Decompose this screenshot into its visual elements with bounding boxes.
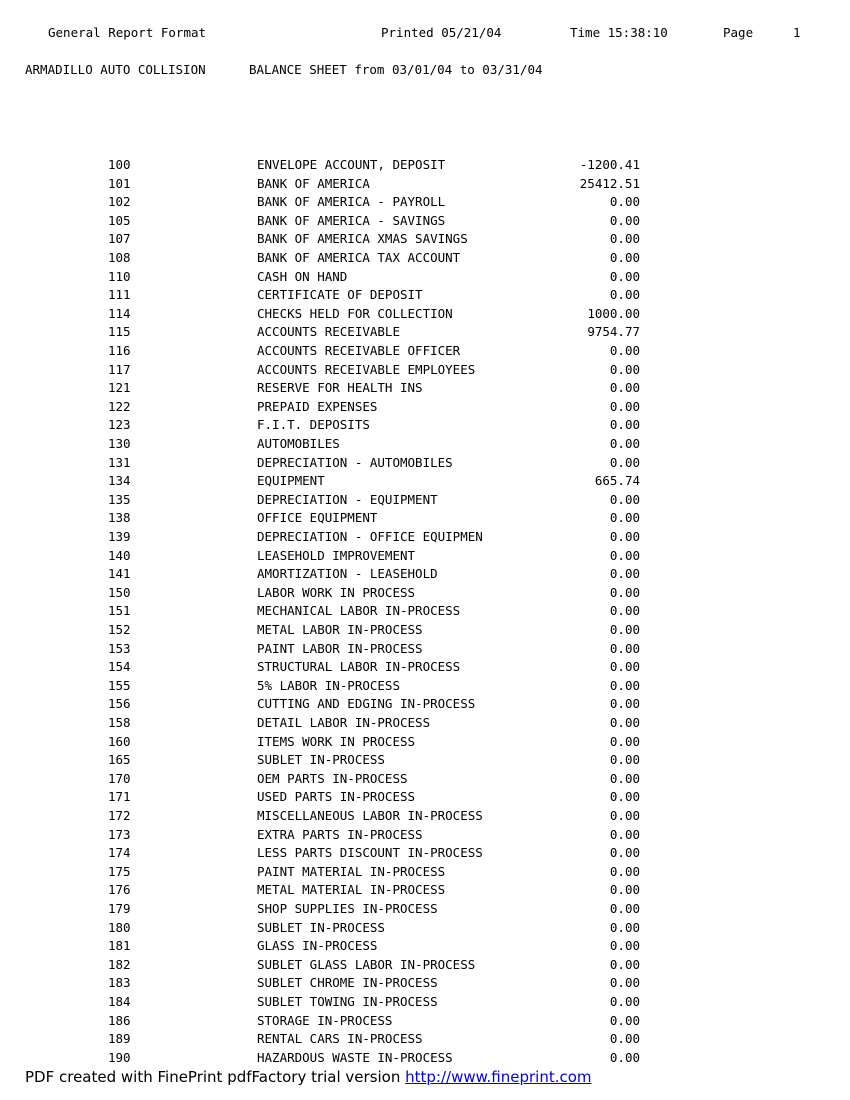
report-format-label: General Report Format xyxy=(48,25,207,40)
account-amount: 0.00 xyxy=(609,491,640,507)
account-amount: 0.00 xyxy=(609,584,640,600)
account-name: ACCOUNTS RECEIVABLE OFFICER xyxy=(257,343,461,358)
account-name: OEM PARTS IN-PROCESS xyxy=(257,770,408,786)
account-name: F.I.T. DEPOSITS xyxy=(257,417,370,433)
account-amount: 25412.51 xyxy=(579,175,640,191)
table-row xyxy=(0,157,850,176)
account-name: BANK OF AMERICA - SAVINGS xyxy=(257,212,446,228)
table-row xyxy=(0,399,850,418)
account-name: OFFICE EQUIPMENT xyxy=(257,510,378,526)
table-row xyxy=(0,287,850,306)
account-number: 189 xyxy=(108,1031,131,1047)
account-amount: 0.00 xyxy=(609,1031,640,1047)
account-number: 154 xyxy=(108,659,131,675)
account-amount: 0.00 xyxy=(609,845,640,861)
account-name: LABOR WORK IN PROCESS xyxy=(257,584,416,600)
account-name: SHOP SUPPLIES IN-PROCESS xyxy=(257,901,438,916)
table-row xyxy=(0,603,850,622)
account-name: BANK OF AMERICA - PAYROLL xyxy=(257,194,446,210)
account-number: 183 xyxy=(108,975,131,991)
account-number: 110 xyxy=(108,268,131,284)
account-name: CASH ON HAND xyxy=(257,268,348,284)
table-row xyxy=(0,901,850,920)
account-amount: 0.00 xyxy=(609,566,640,582)
account-amount: 0.00 xyxy=(609,640,640,656)
table-row xyxy=(0,213,850,232)
table-row xyxy=(0,715,850,734)
table-row xyxy=(0,510,850,529)
account-number: 131 xyxy=(108,454,131,470)
account-name: GLASS IN-PROCESS xyxy=(257,938,378,954)
table-row xyxy=(0,641,850,660)
account-number: 105 xyxy=(108,212,131,228)
account-amount: 0.00 xyxy=(609,994,640,1009)
account-number: 186 xyxy=(108,1012,131,1028)
table-row xyxy=(0,176,850,195)
report-title: BALANCE SHEET from 03/01/04 to 03/31/04 xyxy=(249,62,543,77)
account-number: 140 xyxy=(108,547,131,563)
account-number: 100 xyxy=(108,157,131,172)
table-row xyxy=(0,827,850,846)
account-name: DEPRECIATION - AUTOMOBILES xyxy=(257,454,453,470)
table-row xyxy=(0,306,850,325)
footer-text: PDF created with FinePrint pdfFactory trial version xyxy=(25,1068,406,1086)
account-number: 173 xyxy=(108,826,131,842)
account-number: 114 xyxy=(108,305,131,321)
fineprint-link[interactable]: http://www.fineprint.com xyxy=(405,1068,592,1086)
account-amount: 0.00 xyxy=(609,677,640,693)
account-amount: 0.00 xyxy=(609,380,640,396)
page-label: Page xyxy=(723,25,754,40)
account-amount: 665.74 xyxy=(594,473,640,489)
account-name: BANK OF AMERICA XMAS SAVINGS xyxy=(257,231,468,247)
table-row xyxy=(0,436,850,455)
account-amount: 0.00 xyxy=(609,659,640,675)
account-name: USED PARTS IN-PROCESS xyxy=(257,789,416,805)
account-name: STORAGE IN-PROCESS xyxy=(257,1012,393,1028)
account-amount: 0.00 xyxy=(609,770,640,786)
account-name: DEPRECIATION - OFFICE EQUIPMEN xyxy=(257,529,483,544)
account-number: 116 xyxy=(108,343,131,358)
account-number: 171 xyxy=(108,789,131,805)
table-row xyxy=(0,845,850,864)
account-number: 139 xyxy=(108,529,131,544)
account-amount: 0.00 xyxy=(609,510,640,526)
account-name: METAL MATERIAL IN-PROCESS xyxy=(257,882,446,898)
account-name: CHECKS HELD FOR COLLECTION xyxy=(257,305,453,321)
account-number: 170 xyxy=(108,770,131,786)
account-number: 150 xyxy=(108,584,131,600)
account-number: 117 xyxy=(108,361,131,377)
account-amount: 0.00 xyxy=(609,938,640,954)
account-amount: -1200.41 xyxy=(579,157,640,172)
table-row xyxy=(0,492,850,511)
account-amount: 0.00 xyxy=(609,733,640,749)
account-name: DETAIL LABOR IN-PROCESS xyxy=(257,715,431,730)
account-amount: 0.00 xyxy=(609,454,640,470)
account-name: BANK OF AMERICA TAX ACCOUNT xyxy=(257,250,461,265)
account-number: 122 xyxy=(108,398,131,414)
table-row xyxy=(0,938,850,957)
account-amount: 0.00 xyxy=(609,436,640,451)
account-name: SUBLET IN-PROCESS xyxy=(257,752,385,768)
account-amount: 0.00 xyxy=(609,529,640,544)
table-row xyxy=(0,1013,850,1032)
account-name: EQUIPMENT xyxy=(257,473,325,489)
account-name: 5% LABOR IN-PROCESS xyxy=(257,677,400,693)
printed-date: Printed 05/21/04 xyxy=(381,25,502,40)
table-row xyxy=(0,585,850,604)
table-row xyxy=(0,473,850,492)
table-row xyxy=(0,566,850,585)
account-amount: 0.00 xyxy=(609,826,640,842)
account-number: 108 xyxy=(108,250,131,265)
account-number: 184 xyxy=(108,994,131,1009)
account-name: PREPAID EXPENSES xyxy=(257,398,378,414)
account-name: MECHANICAL LABOR IN-PROCESS xyxy=(257,603,461,619)
account-amount: 0.00 xyxy=(609,361,640,377)
account-number: 152 xyxy=(108,622,131,637)
account-name: STRUCTURAL LABOR IN-PROCESS xyxy=(257,659,461,675)
table-row xyxy=(0,808,850,827)
account-number: 107 xyxy=(108,231,131,247)
account-amount: 0.00 xyxy=(609,789,640,805)
account-name: LEASEHOLD IMPROVEMENT xyxy=(257,547,416,563)
account-number: 179 xyxy=(108,901,131,916)
account-amount: 0.00 xyxy=(609,1012,640,1028)
account-name: ITEMS WORK IN PROCESS xyxy=(257,733,416,749)
account-amount: 0.00 xyxy=(609,808,640,823)
page-number: 1 xyxy=(793,25,801,40)
table-row xyxy=(0,771,850,790)
table-row xyxy=(0,882,850,901)
account-number: 165 xyxy=(108,752,131,768)
table-row xyxy=(0,231,850,250)
account-amount: 0.00 xyxy=(609,250,640,265)
account-number: 172 xyxy=(108,808,131,823)
account-amount: 9754.77 xyxy=(587,324,640,340)
account-name: LESS PARTS DISCOUNT IN-PROCESS xyxy=(257,845,483,861)
table-row xyxy=(0,957,850,976)
account-name: MISCELLANEOUS LABOR IN-PROCESS xyxy=(257,808,483,823)
account-name: ACCOUNTS RECEIVABLE EMPLOYEES xyxy=(257,361,476,377)
account-number: 182 xyxy=(108,956,131,972)
account-amount: 0.00 xyxy=(609,268,640,284)
account-number: 111 xyxy=(108,287,131,303)
account-amount: 0.00 xyxy=(609,547,640,563)
account-number: 190 xyxy=(108,1049,131,1065)
table-row xyxy=(0,1050,850,1069)
account-name: PAINT MATERIAL IN-PROCESS xyxy=(257,863,446,879)
table-row xyxy=(0,752,850,771)
account-name: RESERVE FOR HEALTH INS xyxy=(257,380,423,396)
account-amount: 0.00 xyxy=(609,212,640,228)
account-number: 158 xyxy=(108,715,131,730)
account-number: 138 xyxy=(108,510,131,526)
account-number: 174 xyxy=(108,845,131,861)
account-number: 181 xyxy=(108,938,131,954)
account-number: 135 xyxy=(108,491,131,507)
table-row xyxy=(0,975,850,994)
account-name: HAZARDOUS WASTE IN-PROCESS xyxy=(257,1049,453,1065)
table-row xyxy=(0,920,850,939)
account-name: SUBLET GLASS LABOR IN-PROCESS xyxy=(257,956,476,972)
account-name: ENVELOPE ACCOUNT, DEPOSIT xyxy=(257,157,446,172)
account-number: 160 xyxy=(108,733,131,749)
account-number: 141 xyxy=(108,566,131,582)
table-row xyxy=(0,659,850,678)
account-amount: 0.00 xyxy=(609,882,640,898)
account-name: AUTOMOBILES xyxy=(257,436,340,451)
table-row xyxy=(0,380,850,399)
account-name: SUBLET IN-PROCESS xyxy=(257,919,385,935)
table-row xyxy=(0,548,850,567)
account-name: ACCOUNTS RECEIVABLE xyxy=(257,324,400,340)
table-row xyxy=(0,250,850,269)
account-amount: 0.00 xyxy=(609,603,640,619)
account-name: EXTRA PARTS IN-PROCESS xyxy=(257,826,423,842)
account-number: 156 xyxy=(108,696,131,712)
table-row xyxy=(0,696,850,715)
account-amount: 1000.00 xyxy=(587,305,640,321)
account-number: 115 xyxy=(108,324,131,340)
account-name: PAINT LABOR IN-PROCESS xyxy=(257,640,423,656)
account-number: 101 xyxy=(108,175,131,191)
table-row xyxy=(0,678,850,697)
table-row xyxy=(0,362,850,381)
account-amount: 0.00 xyxy=(609,956,640,972)
account-amount: 0.00 xyxy=(609,901,640,916)
account-name: AMORTIZATION - LEASEHOLD xyxy=(257,566,438,582)
account-number: 180 xyxy=(108,919,131,935)
account-number: 153 xyxy=(108,640,131,656)
account-number: 155 xyxy=(108,677,131,693)
account-amount: 0.00 xyxy=(609,398,640,414)
table-row xyxy=(0,994,850,1013)
account-number: 134 xyxy=(108,473,131,489)
table-row xyxy=(0,194,850,213)
account-number: 121 xyxy=(108,380,131,396)
account-number: 176 xyxy=(108,882,131,898)
account-amount: 0.00 xyxy=(609,343,640,358)
account-name: SUBLET TOWING IN-PROCESS xyxy=(257,994,438,1009)
table-row xyxy=(0,734,850,753)
table-row xyxy=(0,1031,850,1050)
account-amount: 0.00 xyxy=(609,919,640,935)
table-row xyxy=(0,529,850,548)
account-amount: 0.00 xyxy=(609,696,640,712)
account-name: SUBLET CHROME IN-PROCESS xyxy=(257,975,438,991)
account-amount: 0.00 xyxy=(609,287,640,303)
account-amount: 0.00 xyxy=(609,417,640,433)
account-number: 151 xyxy=(108,603,131,619)
company-name: ARMADILLO AUTO COLLISION xyxy=(25,62,206,77)
table-row xyxy=(0,324,850,343)
account-amount: 0.00 xyxy=(609,863,640,879)
account-name: BANK OF AMERICA xyxy=(257,175,370,191)
table-row xyxy=(0,864,850,883)
account-name: METAL LABOR IN-PROCESS xyxy=(257,622,423,637)
account-amount: 0.00 xyxy=(609,752,640,768)
table-row xyxy=(0,622,850,641)
account-name: CUTTING AND EDGING IN-PROCESS xyxy=(257,696,476,712)
table-row xyxy=(0,343,850,362)
account-number: 175 xyxy=(108,863,131,879)
account-number: 102 xyxy=(108,194,131,210)
table-row xyxy=(0,455,850,474)
account-number: 130 xyxy=(108,436,131,451)
account-amount: 0.00 xyxy=(609,231,640,247)
pdf-footer xyxy=(25,1068,592,1086)
table-row xyxy=(0,417,850,436)
table-row xyxy=(0,269,850,288)
account-amount: 0.00 xyxy=(609,1049,640,1065)
account-amount: 0.00 xyxy=(609,622,640,637)
account-name: RENTAL CARS IN-PROCESS xyxy=(257,1031,423,1047)
account-amount: 0.00 xyxy=(609,194,640,210)
printed-time: Time 15:38:10 xyxy=(570,25,668,40)
account-amount: 0.00 xyxy=(609,715,640,730)
account-name: DEPRECIATION - EQUIPMENT xyxy=(257,491,438,507)
account-amount: 0.00 xyxy=(609,975,640,991)
account-number: 123 xyxy=(108,417,131,433)
table-row xyxy=(0,789,850,808)
account-name: CERTIFICATE OF DEPOSIT xyxy=(257,287,423,303)
